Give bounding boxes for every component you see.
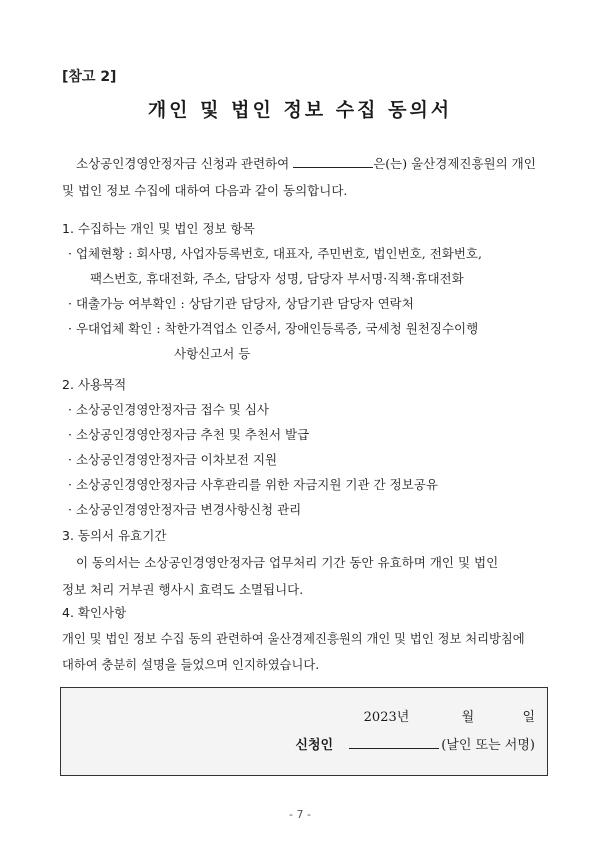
section-confirmation (62, 600, 546, 678)
list-item-continuation: 팩스번호, 휴대전화, 주소, 담당자 성명, 담당자 부서명·직책·휴대전화 (90, 271, 464, 286)
applicant-row (295, 734, 535, 753)
section-heading: 1. 수집하는 개인 및 법인 정보 항목 (62, 221, 255, 236)
section-validity (62, 522, 546, 603)
section-heading: 3. 동의서 유효기간 (62, 528, 167, 543)
applicant-label: 신청인 (295, 738, 334, 753)
intro-text-part1: 소상공인경영안정자금 신청과 관련하여 (76, 156, 290, 171)
paragraph-line: 정보 처리 거부권 행사시 효력도 소멸됩니다. (62, 582, 304, 597)
list-item: · 소상공인경영안정자금 이차보전 지원 (68, 452, 278, 467)
section-heading: 4. 확인사항 (62, 605, 127, 620)
list-item: · 우대업체 확인 : 착한가격업소 인증서, 장애인등록증, 국세청 원천징수이행 (68, 321, 479, 336)
page-number: - 7 - (289, 808, 311, 821)
signature-box (60, 687, 548, 776)
list-item: · 소상공인경영안정자금 변경사항신청 관리 (68, 502, 302, 517)
section-heading: 2. 사용목적 (62, 377, 127, 392)
paragraph-line: 대하여 충분히 설명을 들었으며 인지하였습니다. (62, 658, 320, 672)
sign-hint: (날인 또는 서명) (441, 738, 535, 753)
day-label: 일 (522, 710, 535, 725)
intro-text-line2: 및 법인 정보 수집에 대하여 다음과 같이 동의합니다. (62, 183, 348, 198)
list-item: · 소상공인경영안정자금 추천 및 추천서 발급 (68, 427, 310, 442)
date-row (364, 706, 535, 725)
list-item: · 소상공인경영안정자금 접수 및 심사 (68, 402, 269, 417)
month-label: 월 (461, 710, 475, 725)
reference-tag: [참고 2] (62, 69, 117, 85)
intro-paragraph (62, 150, 544, 204)
section-purpose (62, 372, 546, 522)
list-item: · 소상공인경영안정자금 사후관리를 위한 자금지원 기관 간 정보공유 (68, 477, 438, 492)
signature-blank[interactable] (349, 736, 439, 749)
paragraph-line: 이 동의서는 소상공인경영안정자금 업무처리 기간 동안 유효하며 개인 및 법인 (76, 555, 499, 570)
applicant-name-blank[interactable] (293, 155, 373, 168)
list-item: · 대출가능 여부확인 : 상담기관 담당자, 상담기관 담당자 연락처 (68, 296, 414, 311)
year-label: 2023년 (363, 710, 410, 725)
section-collected-items (62, 216, 546, 366)
intro-text-part2: 은(는) 울산경제진흥원의 개인 (373, 156, 536, 171)
document-title: 개인 및 법인 정보 수집 동의서 (147, 99, 453, 121)
list-item: · 업체현황 : 회사명, 사업자등록번호, 대표자, 주민번호, 법인번호, 전화번호, (68, 246, 482, 261)
paragraph-line: 개인 및 법인 정보 수집 동의 관련하여 울산경제진흥원의 개인 및 법인 정보 처리방침에 (62, 632, 525, 646)
list-item-continuation: 사항신고서 등 (174, 346, 251, 361)
